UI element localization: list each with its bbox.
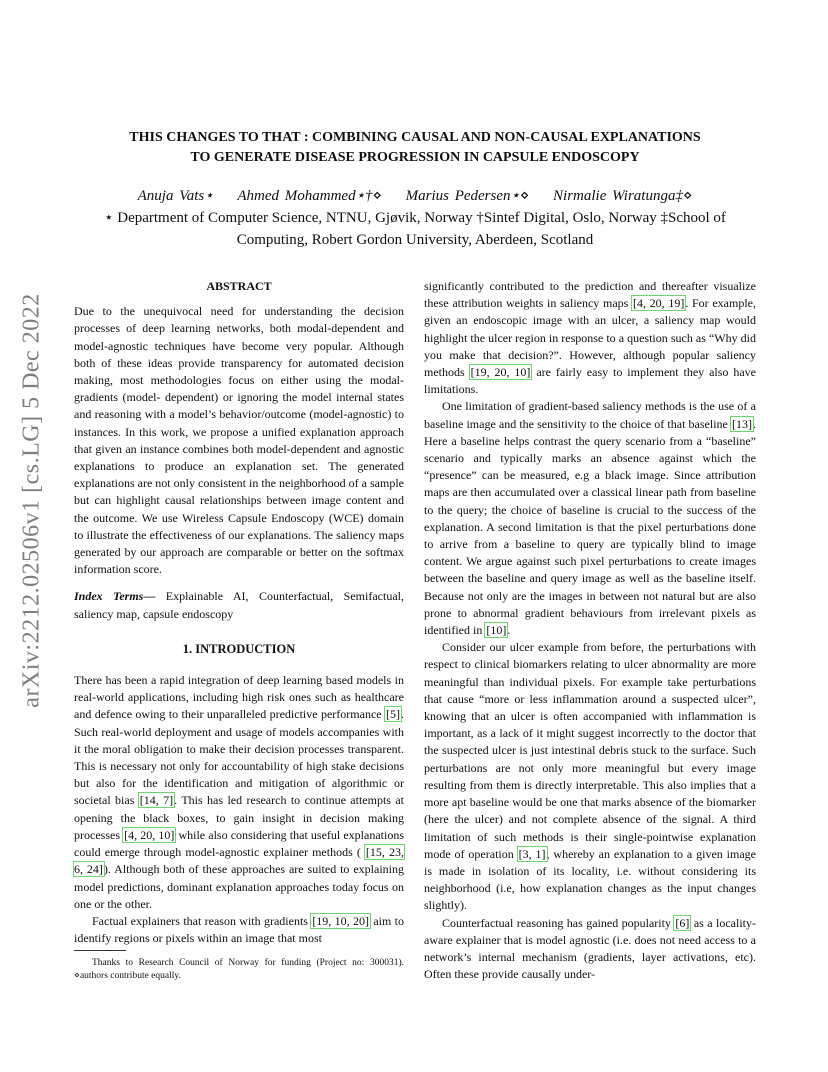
affiliation-line-2: Computing, Robert Gordon University, Aberdeen, Scotland <box>236 232 594 248</box>
paper-title <box>74 128 756 168</box>
abstract-text: Due to the unequivocal need for understanding the decision processes of deep learning networks, both modal-dependent and model-agnostic techniques have become very popular. Although both of these ideas provide transparency for automated decision making, most methodologies focus on either using the modal-gradients (model- dependent) or ignoring the model internal states and reasoning with a model’s behavior/outcome (model-agnostic) to instances. In this work, we propose a unified explanation approach that given an instance combines both model-dependent and agnostic explanations to produce an explanation set. The generated explanations are not only consistent in the neighborhood of a sample but can highlight causal relationships between image content and the outcome. We use Wireless Capsule Endoscopy (WCE) domain to illustrate the effectiveness of our explanations. The saliency maps generated by our approach are comparable or better on the softmax information score. <box>74 304 404 577</box>
author-4: Nirmalie Wiratunga‡⋄ <box>553 188 693 204</box>
index-terms <box>74 588 404 622</box>
citation-link[interactable]: [4, 20, 10] <box>124 827 175 842</box>
author-names <box>74 185 756 207</box>
index-terms-text: Explainable AI, Counterfactual, Semifactual, saliency map, capsule endoscopy <box>74 589 404 621</box>
right-column <box>424 278 756 983</box>
section-heading-introduction: 1. INTRODUCTION <box>182 641 296 656</box>
intro-paragraph-2: Factual explainers that reason with gradients [19, 10, 20] aim to identify regions or pixels within an image that most <box>74 913 405 946</box>
citation-link[interactable]: [14, 7] <box>139 793 174 808</box>
footnote <box>74 950 404 983</box>
left-column <box>74 278 404 947</box>
citation-link[interactable]: [13] <box>732 416 752 431</box>
citation-link[interactable]: [6] <box>675 915 690 930</box>
citation-link[interactable]: [15, 23, 6, 24] <box>74 845 404 877</box>
right-paragraph-1: significantly contributed to the prediction and thereafter visualize these attribution weights in saliency maps [4, 20, 19]. For example, given an endoscopic image with an ulcer, a saliency map would highlight the ulcer region in response to a question such as “Why did you make that decision?”. However, although popular saliency methods [19, 20, 10] are fairly easy to implement they also have limitations. <box>424 279 756 397</box>
citation-link[interactable]: [10] <box>486 623 507 638</box>
citation-link[interactable]: [3, 1] <box>518 846 546 861</box>
footnote-text: Thanks to Research Council of Norway for funding (Project no: 300031). ⋄authors contribute equally. <box>74 958 404 981</box>
affiliation-line-1: ⋆ Department of Computer Science, NTNU, Gjøvik, Norway †Sintef Digital, Oslo, Norway ‡School of <box>104 210 726 226</box>
index-terms-label: Index Terms— <box>74 589 156 604</box>
author-2: Ahmed Mohammed⋆†⋄ <box>237 188 382 204</box>
intro-paragraph-1: There has been a rapid integration of deep learning based models in real-world applications, including high risk ones such as healthcare and defence owing to their unparalleled predictive performance [5]. Such real-world deployment and usage of models accompanies with it the moral obligation to make their decision processes transparent. This is necessary not only for accountability of high stake decisions but also for the identification and mitigation of algorithmic or societal bias [14, 7]. This has led research to continue attempts at opening the black boxes, to gain insight in decision making processes [4, 20, 10] while also considering that useful explanations could emerge through model-agnostic explainer methods ( [15, 23, 6, 24]). Although both of these approaches are suited to explaining model predictions, dominant explanation approaches today focus on one or the other. <box>74 673 404 911</box>
author-1: Anuja Vats⋆ <box>137 188 214 204</box>
title-line-1: THIS CHANGES TO THAT : COMBINING CAUSAL AND NON-CAUSAL EXPLANATIONS <box>129 130 701 145</box>
right-paragraph-3: Consider our ulcer example from before, the perturbations with respect to clinical biomarkers relating to ulcer abnormality are more meaningful than individual pixels. For example take perturbations that cause “more or less inflammation around a suspected ulcer”, knowing that an ulcer is often accompanied with inflammation is important, as a lack of it might suggest incorrectly to the doctor that the suspected ulcer is just intestinal debris stuck to the surface. Such perturbations are not only more meaningful but every image resulting from them is directly interpretable. This also implies that a more apt baseline would be one that marks absence of the biomarker (here the ulcer) and not complete absence of the signal. A third limitation of such methods is their single-pointwise explanation mode of operation [3, 1], whereby an explanation to a given image is made in isolation of its locality, i.e. without considering its neighborhood (i.e, how explanation changes as the input changes slightly). <box>424 640 756 913</box>
citation-link[interactable]: [4, 20, 19] <box>632 296 685 311</box>
abstract-heading: ABSTRACT <box>206 279 272 293</box>
right-paragraph-2: One limitation of gradient-based saliency methods is the use of a baseline image and the sensitivity to the choice of that baseline [13]. Here a baseline helps contrast the query scenario from a “baseline” scenario and typically marks an absence against which the “presence” can be measured, e.g a black image. Since attribution maps are then accumulated over a classical linear path from baseline to the query; the choice of baseline is crucial to the success of the explanation. A second limitation is that the pixel perturbations done to arrive from a baseline to query are typically blind to image content. We argue against such pixel perturbations to create images between the baseline and query image as well as the baseline itself. Because not only are the images in between not natural but are also prone to abnormal gradient behaviours from irrelevant pixels as identified in [10]. <box>424 399 756 638</box>
footnote-rule <box>74 950 126 951</box>
citation-link[interactable]: [19, 10, 20] <box>312 913 369 928</box>
right-paragraph-4: Counterfactual reasoning has gained popularity [6] as a locality-aware explainer that is model agnostic (i.e. does not need access to a network’s internal mechanism (gradients, layer activations, etc). Often these provide causally under- <box>424 915 756 982</box>
author-block <box>74 185 756 251</box>
title-line-2: TO GENERATE DISEASE PROGRESSION IN CAPSULE ENDOSCOPY <box>190 150 640 165</box>
arxiv-identifier <box>12 290 52 710</box>
arxiv-identifier-text: arXiv:2212.02506v1 [cs.LG] 5 Dec 2022 <box>18 292 45 708</box>
author-3: Marius Pedersen⋆⋄ <box>405 188 530 204</box>
citation-link[interactable]: [5] <box>386 707 400 722</box>
citation-link[interactable]: [19, 20, 10] <box>470 365 531 380</box>
